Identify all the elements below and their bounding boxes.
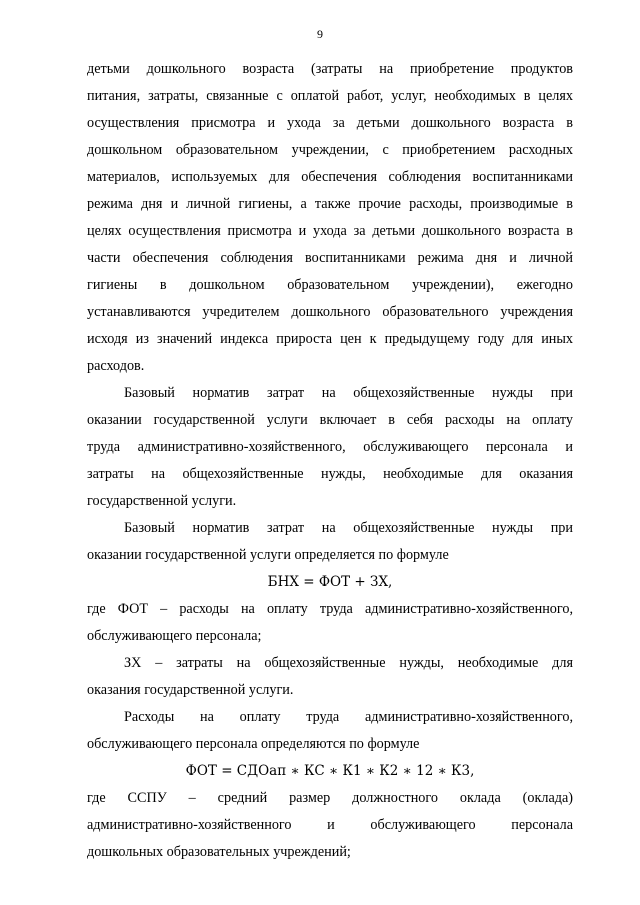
text-line: целях осуществления присмотра и ухода за детьми дошкольного возраста в [87,223,573,239]
text-line: ЗХ – затраты на общехозяйственные нужды, необходимые для [124,655,573,671]
text-line: материалов, используемых для обеспечения соблюдения воспитанниками [87,169,573,185]
text-line: административно-хозяйственного и обслуживающего персонала [87,817,573,833]
paragraph-group-3 [87,785,573,866]
formula-fot: ФОТ = СДОап ∗ КС ∗ К1 ∗ К2 ∗ 12 ∗ К3, [185,763,475,779]
paragraph [87,56,573,380]
text-line: где ФОТ – расходы на оплату труда административно-хозяйственного, [87,601,573,617]
text-line: расходов. [87,358,145,374]
text-line: затраты на общехозяйственные нужды, необходимые для оказания [87,466,573,482]
paragraph [87,785,573,866]
text-line: исходя из значений индекса прироста цен к предыдущему году для иных [87,331,573,347]
text-line: оказания государственной услуги. [87,682,294,698]
paragraph [87,380,573,515]
text-line: режима дня и личной гигиены, а также прочие расходы, производимые в [87,196,573,212]
text-line: дошкольном образовательном учреждении, с приобретением расходных [87,142,573,158]
text-line: оказании государственной услуги определяется по формуле [87,547,449,563]
paragraph-group-2 [87,596,573,758]
formula-bnh: БНХ = ФОТ + ЗХ, [267,574,393,590]
text-line: обслуживающего персонала определяются по формуле [87,736,420,752]
paragraph [87,596,573,650]
document-body [87,56,573,866]
paragraph [87,650,573,704]
paragraph-group-1 [87,56,573,569]
text-line: где ССПУ – средний размер должностного оклада (оклада) [87,790,573,806]
text-line: гигиены в дошкольном образовательном учреждении), ежегодно [87,277,573,293]
text-line: государственной услуги. [87,493,237,509]
text-line: обслуживающего персонала; [87,628,262,644]
text-line: части обеспечения соблюдения воспитанниками режима дня и личной [87,250,573,266]
paragraph [87,704,573,758]
text-line: Базовый норматив затрат на общехозяйственные нужды при [124,385,573,401]
page-number: 9 [317,27,323,41]
text-line: Базовый норматив затрат на общехозяйственные нужды при [124,520,573,536]
text-line: осуществления присмотра и ухода за детьми дошкольного возраста в [87,115,573,131]
text-line: Расходы на оплату труда административно-хозяйственного, [124,709,573,725]
text-line: детьми дошкольного возраста (затраты на приобретение продуктов [87,61,573,77]
paragraph [87,515,573,569]
text-line: питания, затраты, связанные с оплатой работ, услуг, необходимых в целях [87,88,573,104]
text-line: устанавливаются учредителем дошкольного образовательного учреждения [87,304,573,320]
text-line: оказании государственной услуги включает в себя расходы на оплату [87,412,573,428]
text-line: дошкольных образовательных учреждений; [87,844,351,860]
text-line: труда административно-хозяйственного, обслуживающего персонала и [87,439,573,455]
